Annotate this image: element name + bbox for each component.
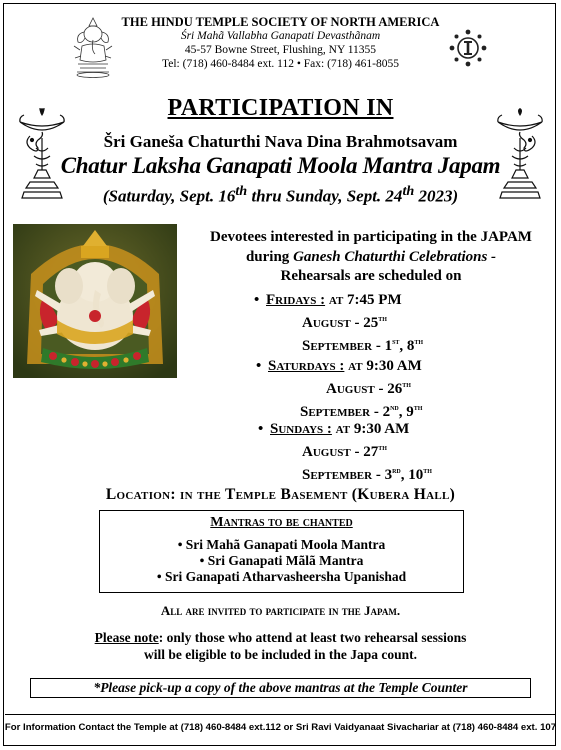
pickup-box: *Please pick-up a copy of the above mantras at the Temple Counter: [30, 678, 531, 698]
address: 45-57 Bowne Street, Flushing, NY 11355: [184, 44, 377, 56]
japam-title: Chatur Laksha Ganapati Moola Mantra Japam: [60, 153, 501, 178]
invite-line: All are invited to participate in the Japam.: [160, 603, 401, 618]
schedule-saturdays: • Saturdays : at 9:30 AM August - 26th September - 2nd, 9th: [256, 358, 423, 420]
mantra-item: • Sri Ganapati Atharvasheersha Upanishad: [156, 569, 407, 584]
mantras-box: [99, 510, 464, 593]
ganesha-image: [13, 224, 177, 378]
location-line: Location: in the Temple Basement (Kubera Hall): [105, 486, 456, 503]
mantra-item: • Sri Mahã Ganapati Moola Mantra: [177, 537, 386, 552]
header-block: [100, 15, 461, 71]
festival-dates: (Saturday, Sept. 16th thru Sunday, Sept. 24th 2023): [102, 183, 459, 206]
mantra-item: • Sri Ganapati Mãlã Mantra: [199, 553, 364, 568]
schedule-sundays: • Sundays : at 9:30 AM August - 27th September - 3rd, 10th: [258, 421, 432, 483]
deity-line: Śri Mahã Vallabha Ganapati Devasthãnam: [180, 30, 381, 42]
intro-text: Devotees interested in participating in the JAPAM during Ganesh Chaturthi Celebrations - Rehearsals are scheduled on: [210, 229, 532, 284]
footer-divider: [5, 714, 556, 715]
footer-contact: For Information Contact the Temple at (718) 460-8484 ext.112 or Sri Ravi Vaidyanaat Sivachariar at (718) 460-8484 ext. 107: [4, 722, 557, 733]
mantras-heading: Mantras to be chanted: [210, 515, 353, 530]
schedule-fridays: • Fridays : at 7:45 PM August - 25th September - 1st, 8th: [254, 292, 424, 354]
phone-fax: Tel: (718) 460-8484 ext. 112 • Fax: (718) 461-8055: [162, 58, 399, 70]
eligibility-note: Please note: only those who attend at least two rehearsal sessions will be eligible to be included in the Japa count.: [94, 630, 467, 662]
festival-name: Šri Ganeša Chaturthi Nava Dina Brahmotsavam: [103, 132, 458, 151]
page-title: PARTICIPATION IN: [167, 95, 394, 121]
org-name: THE HINDU TEMPLE SOCIETY OF NORTH AMERICA: [121, 15, 440, 29]
